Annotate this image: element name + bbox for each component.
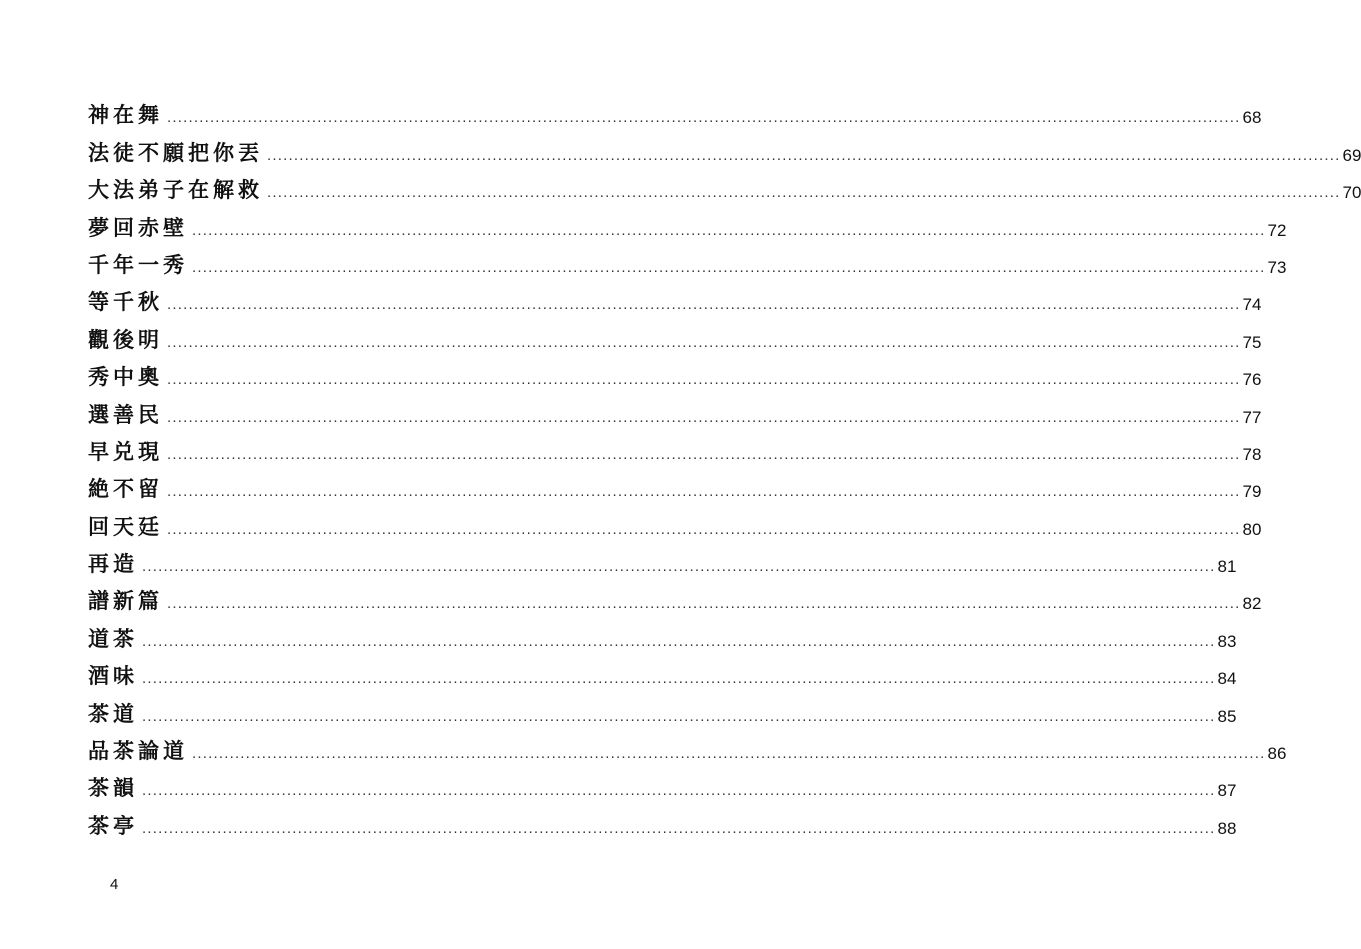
toc-entry-page: 73 <box>1267 257 1287 277</box>
toc-entry-title: 譜新篇 <box>88 588 163 614</box>
toc-entry-page: 72 <box>1267 220 1287 240</box>
toc-entry <box>88 129 1361 166</box>
toc-entry-page: 75 <box>1242 332 1262 352</box>
toc-entry <box>88 429 1262 466</box>
toc-entry <box>88 578 1262 615</box>
toc-entry-title: 選善民 <box>88 401 163 427</box>
toc-entry-page: 78 <box>1242 444 1262 464</box>
toc-entry-page: 70 <box>1342 183 1361 203</box>
toc-entry-page: 76 <box>1242 370 1262 390</box>
toc-leader-dots: ........................................................................................................................................................................................................ <box>192 258 1266 276</box>
toc-entry <box>88 92 1262 129</box>
toc-entry-page: 69 <box>1342 145 1361 165</box>
toc-entry-title: 千年一秀 <box>88 251 188 277</box>
toc-leader-dots: ........................................................................................................................................................................................................ <box>167 595 1241 613</box>
toc-entry <box>88 279 1262 316</box>
toc-entry-title: 回天廷 <box>88 513 163 539</box>
toc-leader-dots: ........................................................................................................................................................................................................ <box>142 707 1216 725</box>
toc-leader-dots: ........................................................................................................................................................................................................ <box>142 558 1216 576</box>
toc-entry-title: 茶亭 <box>88 812 138 838</box>
toc-leader-dots: ........................................................................................................................................................................................................ <box>167 483 1241 501</box>
toc-entry-title: 早兑現 <box>88 438 163 464</box>
toc-leader-dots: ........................................................................................................................................................................................................ <box>142 819 1216 837</box>
toc-entry <box>88 690 1237 727</box>
toc-leader-dots: ........................................................................................................................................................................................................ <box>167 408 1241 426</box>
toc-entry-page: 68 <box>1242 108 1262 128</box>
toc-entry <box>88 615 1237 652</box>
toc-entry-page: 74 <box>1242 295 1262 315</box>
toc-entry-page: 77 <box>1242 407 1262 427</box>
toc-entry-title: 品茶論道 <box>88 738 188 764</box>
toc-entry <box>88 167 1361 204</box>
toc-entry-page: 86 <box>1267 744 1287 764</box>
toc-leader-dots: ........................................................................................................................................................................................................ <box>267 146 1341 164</box>
toc-entry-title: 大法弟子在解救 <box>88 177 263 203</box>
toc-leader-dots: ........................................................................................................................................................................................................ <box>167 296 1241 314</box>
toc-entry-title: 茶道 <box>88 700 138 726</box>
toc-entry <box>88 765 1237 802</box>
toc-entry-page: 82 <box>1242 594 1262 614</box>
toc-leader-dots: ........................................................................................................................................................................................................ <box>167 333 1241 351</box>
toc-entry-page: 85 <box>1217 706 1237 726</box>
toc-entry-page: 81 <box>1217 557 1237 577</box>
toc-entry-title: 夢回赤壁 <box>88 214 188 240</box>
toc-leader-dots: ........................................................................................................................................................................................................ <box>167 109 1241 127</box>
toc-entry-title: 茶韻 <box>88 775 138 801</box>
table-of-contents <box>88 92 1361 840</box>
toc-leader-dots: ........................................................................................................................................................................................................ <box>167 520 1241 538</box>
toc-entry <box>88 541 1237 578</box>
toc-entry-title: 等千秋 <box>88 289 163 315</box>
toc-leader-dots: ........................................................................................................................................................................................................ <box>142 782 1216 800</box>
page-number: 4 <box>110 876 119 893</box>
toc-entry <box>88 354 1262 391</box>
toc-entry-title: 秀中奧 <box>88 364 163 390</box>
toc-leader-dots: ........................................................................................................................................................................................................ <box>192 745 1266 763</box>
toc-entry-page: 88 <box>1217 818 1237 838</box>
toc-entry <box>88 503 1262 540</box>
toc-leader-dots: ........................................................................................................................................................................................................ <box>142 670 1216 688</box>
toc-entry-page: 84 <box>1217 669 1237 689</box>
toc-entry <box>88 316 1262 353</box>
toc-leader-dots: ........................................................................................................................................................................................................ <box>142 632 1216 650</box>
toc-entry-title: 酒味 <box>88 663 138 689</box>
toc-entry <box>88 466 1262 503</box>
toc-entry-title: 觀後明 <box>88 326 163 352</box>
toc-entry-title: 絶不留 <box>88 476 163 502</box>
toc-entry-page: 80 <box>1242 519 1262 539</box>
toc-leader-dots: ........................................................................................................................................................................................................ <box>192 221 1266 239</box>
toc-leader-dots: ........................................................................................................................................................................................................ <box>167 445 1241 463</box>
toc-entry <box>88 242 1287 279</box>
toc-entry <box>88 391 1262 428</box>
toc-entry-title: 法徒不願把你丟 <box>88 139 263 165</box>
toc-entry-title: 再造 <box>88 551 138 577</box>
toc-entry <box>88 204 1287 241</box>
toc-entry-title: 道茶 <box>88 625 138 651</box>
toc-entry-page: 83 <box>1217 631 1237 651</box>
toc-entry <box>88 728 1287 765</box>
toc-entry <box>88 653 1237 690</box>
toc-leader-dots: ........................................................................................................................................................................................................ <box>267 184 1341 202</box>
toc-entry-page: 79 <box>1242 482 1262 502</box>
toc-entry <box>88 802 1237 839</box>
toc-entry-title: 神在舞 <box>88 102 163 128</box>
toc-entry-page: 87 <box>1217 781 1237 801</box>
toc-leader-dots: ........................................................................................................................................................................................................ <box>167 371 1241 389</box>
